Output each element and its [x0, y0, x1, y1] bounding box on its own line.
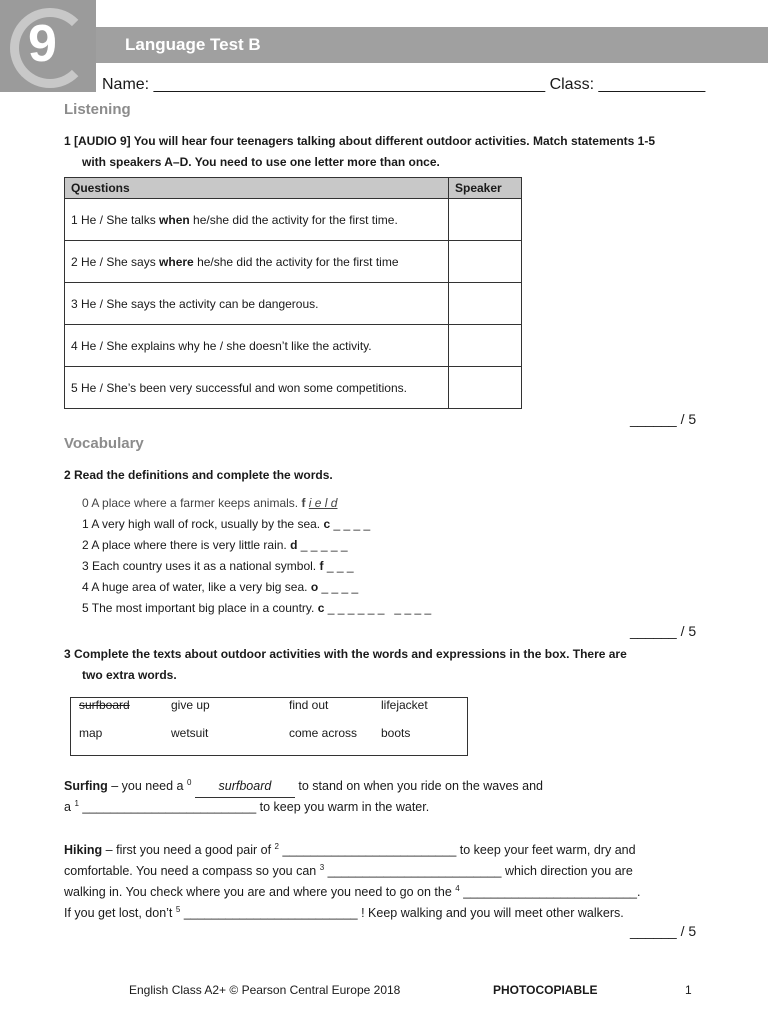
question-cell [65, 199, 449, 241]
table-row [65, 283, 522, 325]
table-row [65, 325, 522, 367]
question-text: 3 He / She says the activity can be dangerous. [71, 296, 319, 311]
question-cell [65, 241, 449, 283]
hiking-text: – first you need a good pair of [102, 843, 275, 858]
speaker-answer-cell[interactable] [449, 241, 522, 283]
table-row [65, 241, 522, 283]
answer-blank[interactable]: _________________________ [463, 885, 637, 900]
word-box-item: surfboard [79, 698, 130, 712]
vocabulary-heading: Vocabulary [64, 435, 144, 452]
question-text: 4 He / She explains why he / she doesn’t like the activity. [71, 338, 372, 353]
listening-instruction-line2: with speakers A–D. You need to use one letter more than once. [82, 155, 440, 169]
title-bar [96, 27, 768, 63]
exercise3-instruction-line1: 3 Complete the texts about outdoor activities with the words and expressions in the box. There are [64, 647, 627, 661]
hiking-text: ! Keep walking and you will meet other walkers. [357, 906, 624, 921]
unit-number: 9 [28, 15, 57, 73]
first-letter: d [290, 538, 298, 552]
vocabulary-instruction: 2 Read the definitions and complete the words. [64, 468, 333, 482]
listening-table [64, 177, 522, 409]
definition-text: 5 The most important big place in a country. [82, 601, 318, 615]
surfing-text: a [64, 800, 75, 815]
definition-text: 0 A place where a farmer keeps animals. [82, 496, 302, 510]
definition-text: 3 Each country uses it as a national symbol. [82, 559, 320, 573]
gap-number: 0 [186, 778, 192, 787]
listening-score[interactable]: ______ / 5 [630, 411, 697, 427]
definition-item [82, 598, 431, 619]
exercise3-score[interactable]: ______ / 5 [630, 923, 697, 939]
hiking-label: Hiking [64, 843, 103, 858]
definition-item [82, 577, 358, 598]
surfing-text: to stand on when you ride on the waves and [294, 779, 544, 794]
surfing-text: – you need a [107, 779, 187, 794]
question-cell [65, 367, 449, 409]
definition-text: 2 A place where there is very little rain. [82, 538, 291, 552]
question-emphasis: when [159, 212, 190, 227]
answer-blank[interactable]: _________________________ [183, 906, 358, 921]
class-field[interactable]: ____________ [598, 76, 706, 93]
word-box [70, 697, 468, 756]
name-label: Name: [102, 76, 150, 93]
definition-item [82, 535, 348, 556]
speaker-answer-cell[interactable] [449, 367, 522, 409]
table-header-row [65, 178, 522, 199]
hiking-text: walking in. You check where you are and where you need to go on the [64, 885, 456, 900]
question-text: 1 He / She talks [71, 212, 160, 227]
definition-item [82, 556, 354, 577]
definition-text: 1 A very high wall of rock, usually by the sea. [82, 517, 324, 531]
question-text: 2 He / She says [71, 254, 160, 269]
word-box-item: find out [289, 698, 329, 712]
word-box-item: boots [381, 726, 411, 740]
first-letter: f [301, 496, 306, 510]
hiking-text: If you get lost, don’t [64, 906, 176, 921]
word-box-item: map [79, 726, 103, 740]
exercise3-instruction [64, 644, 714, 686]
answer-blank[interactable]: _ _ _ [326, 559, 354, 573]
question-cell [65, 283, 449, 325]
first-letter: c [323, 517, 331, 531]
answer-blank[interactable]: _________________________ [282, 843, 457, 858]
answer-blank[interactable]: _ _ _ _ _ [300, 538, 348, 552]
hiking-text: which direction you are [501, 864, 633, 879]
question-emphasis: where [159, 254, 194, 269]
gap-number: 4 [455, 884, 460, 893]
speaker-answer-cell[interactable] [449, 199, 522, 241]
col-questions: Questions [65, 178, 449, 199]
hiking-text: comfortable. You need a compass so you can [64, 864, 320, 879]
class-label: Class: [549, 76, 595, 93]
question-text-end: he/she did the activity for the first time [193, 254, 399, 269]
answer-blank[interactable]: _ _ _ _ [321, 580, 359, 594]
unit-badge [0, 0, 96, 92]
name-class-line [102, 76, 705, 94]
hiking-text: . [637, 885, 641, 900]
col-speaker: Speaker [449, 178, 522, 199]
word-box-item: come across [289, 726, 358, 740]
exercise3-instruction-line2: two extra words. [82, 668, 177, 682]
listening-instruction [64, 131, 714, 173]
definition-text: 4 A huge area of water, like a very big sea. [82, 580, 311, 594]
surfing-text: to keep you warm in the water. [256, 800, 430, 815]
hiking-line4 [64, 899, 714, 924]
table-row [65, 199, 522, 241]
word-box-item: wetsuit [171, 726, 209, 740]
answer-blank[interactable]: _ _ _ _ [333, 517, 371, 531]
surfing-line2 [64, 793, 714, 818]
page-title: Language Test B [125, 35, 261, 54]
gap-number: 5 [175, 905, 181, 914]
gap-number: 2 [274, 842, 279, 851]
speaker-answer-cell[interactable] [449, 283, 522, 325]
example-answer: i e l d [308, 496, 338, 510]
definition-item [82, 514, 370, 535]
word-box-item: give up [171, 698, 210, 712]
footer-copyright: English Class A2+ © Pearson Central Europe 2018 [129, 983, 401, 997]
answer-blank[interactable]: _ _ _ _ _ _ _ _ _ _ [327, 601, 432, 615]
name-field[interactable]: ____________________________________________ [153, 76, 546, 93]
question-text: 5 He / She’s been very successful and won some competitions. [71, 380, 407, 395]
answer-blank[interactable]: _________________________ [327, 864, 502, 879]
answer-blank[interactable]: _________________________ [82, 800, 257, 815]
question-cell [65, 325, 449, 367]
gap-number: 3 [319, 863, 325, 872]
hiking-text: to keep your feet warm, dry and [456, 843, 636, 858]
definition-item-example [82, 493, 337, 514]
question-text-end: he/she did the activity for the first time. [189, 212, 398, 227]
listening-heading: Listening [64, 101, 131, 118]
footer-photocopiable: PHOTOCOPIABLE [493, 983, 598, 997]
example-answer: surfboard [195, 776, 295, 798]
first-letter: o [310, 580, 319, 594]
listening-instruction-line1: 1 [AUDIO 9] You will hear four teenagers talking about different outdoor activities. Match statements 1-5 [64, 134, 655, 148]
vocabulary-score[interactable]: ______ / 5 [630, 623, 697, 639]
speaker-answer-cell[interactable] [449, 325, 522, 367]
page-number: 1 [685, 983, 692, 997]
gap-number: 1 [74, 799, 79, 808]
surfing-label: Surfing [64, 779, 108, 794]
table-row [65, 367, 522, 409]
word-box-item: lifejacket [381, 698, 428, 712]
first-letter: f [319, 559, 324, 573]
first-letter: c [317, 601, 325, 615]
